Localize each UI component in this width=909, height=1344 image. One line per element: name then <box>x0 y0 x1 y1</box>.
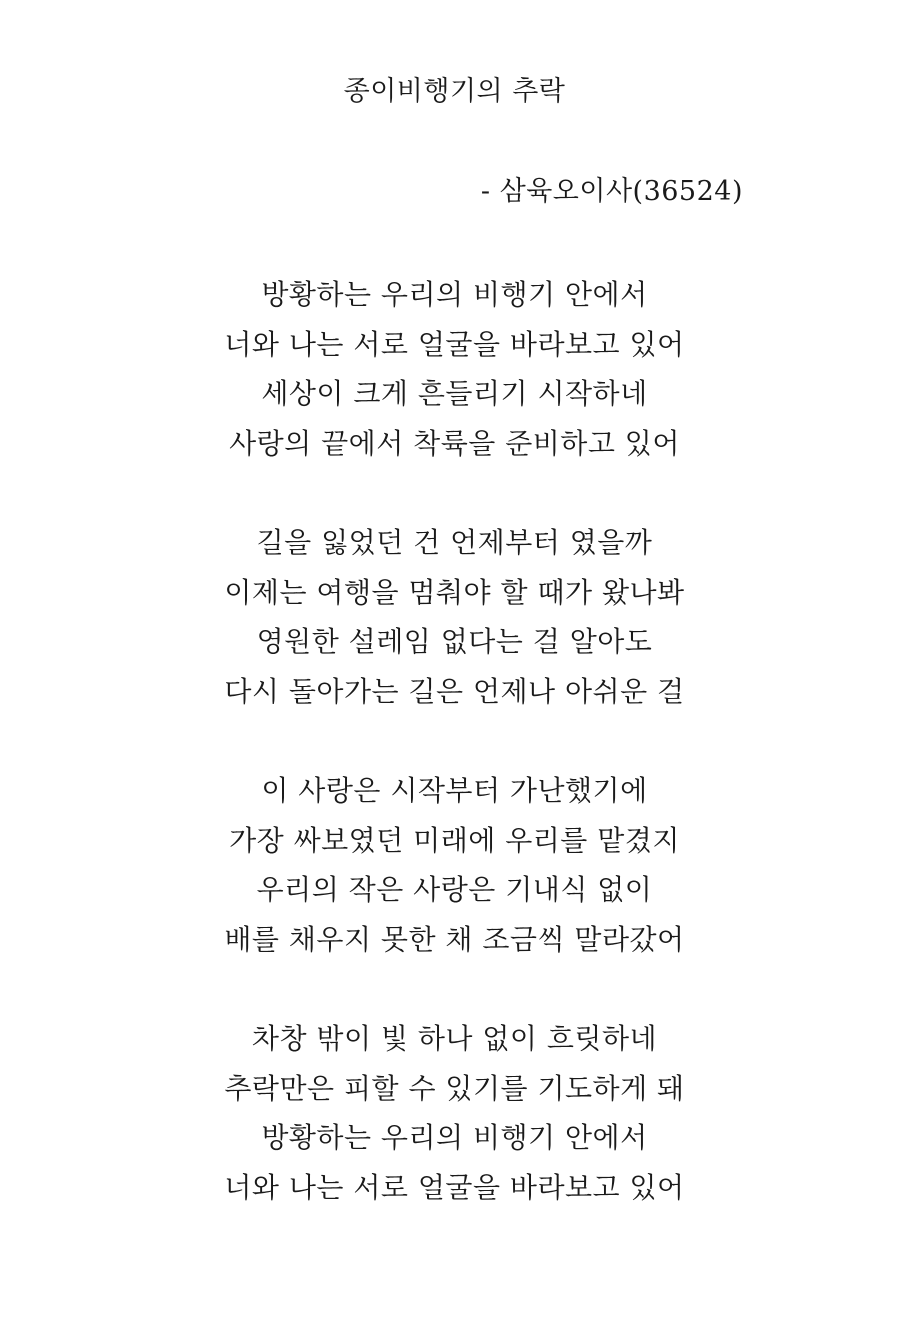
poem-line: 세상이 크게 흔들리기 시작하네 <box>261 377 648 410</box>
stanza-1 <box>0 270 909 468</box>
poem-line: 너와 나는 서로 얼굴을 바라보고 있어 <box>224 327 685 361</box>
poem-line: 다시 돌아가는 길은 언제나 아쉬운 걸 <box>224 674 685 708</box>
stanza-2 <box>0 518 909 716</box>
poem-line: 배를 채우지 못한 채 조금씩 말라갔어 <box>224 922 685 956</box>
stanza-3 <box>0 766 909 964</box>
poem-line: 길을 잃었던 건 언제부터 였을까 <box>256 526 653 559</box>
poem-line: 이 사랑은 시작부터 가난했기에 <box>261 774 648 807</box>
poem-line: 차창 밖이 빛 하나 없이 흐릿하네 <box>251 1022 658 1055</box>
poem-line: 방황하는 우리의 비행기 안에서 <box>261 1121 648 1154</box>
poem-line: 추락만은 피할 수 있기를 기도하게 돼 <box>224 1071 685 1105</box>
poem-line: 가장 싸보였던 미래에 우리를 맡겼지 <box>229 823 680 857</box>
poem-line: 방황하는 우리의 비행기 안에서 <box>261 278 648 311</box>
stanza-4 <box>0 1014 909 1212</box>
poem-title: 종이비행기의 추락 <box>343 76 566 107</box>
poem-author: - 삼육오이사(36524) <box>480 176 743 207</box>
poem-line: 우리의 작은 사랑은 기내식 없이 <box>256 873 653 906</box>
poem-line: 너와 나는 서로 얼굴을 바라보고 있어 <box>224 1170 685 1204</box>
poem-line: 영원한 설레임 없다는 걸 알아도 <box>256 625 653 658</box>
poem-line: 사랑의 끝에서 착륙을 준비하고 있어 <box>229 426 680 460</box>
poem-line: 이제는 여행을 멈춰야 할 때가 왔나봐 <box>224 575 685 609</box>
